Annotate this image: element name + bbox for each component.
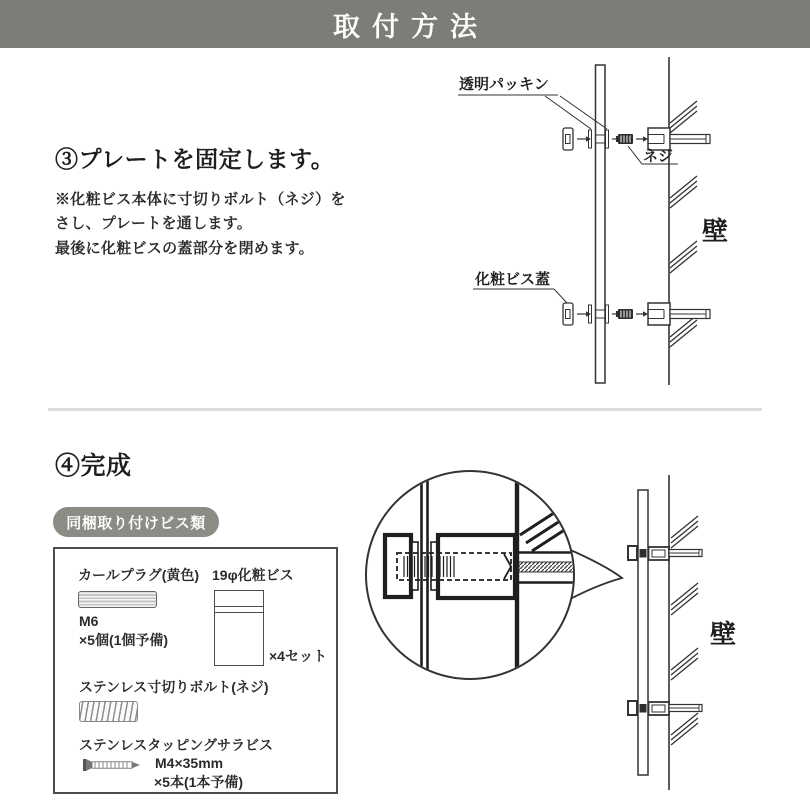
step3-note-line2: さし、プレートを通します。	[55, 215, 253, 233]
step3-title: ③プレートを固定します。	[55, 146, 335, 172]
bolt-name: ステンレス寸切りボルト(ネジ)	[79, 679, 269, 695]
screw-spec1: M4×35mm	[155, 755, 224, 771]
bis-body	[648, 303, 670, 325]
plug-spec2: ×5個(1個予備)	[79, 632, 169, 648]
tapping-screw-icon	[82, 757, 142, 773]
step3-note	[55, 188, 346, 261]
bis-qty: ×4セット	[269, 648, 327, 664]
step3-note-line3: 最後に化粧ビスの蓋部分を閉めます。	[55, 239, 314, 257]
step3-diagram	[440, 55, 810, 405]
cap-leader-line	[554, 289, 567, 303]
bis-name: 19φ化粧ビス	[212, 567, 294, 583]
plate	[596, 65, 606, 383]
screw-spec2: ×5本(1本予備)	[154, 774, 244, 790]
packing-right	[606, 130, 609, 148]
bis-body	[648, 128, 670, 150]
bolt-icon	[79, 701, 138, 722]
screw-label: ネジ	[643, 148, 674, 165]
plug-icon	[78, 591, 157, 608]
threaded-screw-icon	[618, 134, 633, 144]
cap-label: 化粧ビス蓋	[475, 271, 551, 288]
plug-name: カールプラグ(黄色)	[78, 567, 200, 583]
plate	[638, 490, 648, 775]
cap-icon	[563, 303, 573, 325]
packing-label: 透明パッキン	[459, 76, 549, 93]
wall-label: 壁	[702, 216, 729, 246]
assembly-top	[563, 128, 710, 150]
included-parts-badge: 同梱取り付けビス類	[53, 507, 219, 537]
step4-diagram	[360, 445, 810, 805]
wall-label: 壁	[710, 619, 737, 649]
threaded-screw-icon	[618, 309, 633, 319]
parts-box	[53, 547, 338, 794]
screw-name: ステンレスタッピングサラビス	[79, 737, 273, 753]
section-divider	[48, 408, 762, 411]
bis-icon	[214, 590, 264, 666]
plug-spec1: M6	[79, 613, 99, 629]
anchor-bolt-threaded	[519, 562, 577, 572]
page-title: 取付方法	[333, 11, 489, 42]
bis-body-cross-section	[438, 535, 515, 598]
header-bar	[0, 0, 810, 48]
cap-icon	[563, 128, 573, 150]
step4-title: ④完成	[55, 452, 132, 480]
bolt-threads	[404, 556, 454, 577]
step3-note-line1: ※化粧ビス本体に寸切りボルト（ネジ）を	[55, 191, 346, 208]
